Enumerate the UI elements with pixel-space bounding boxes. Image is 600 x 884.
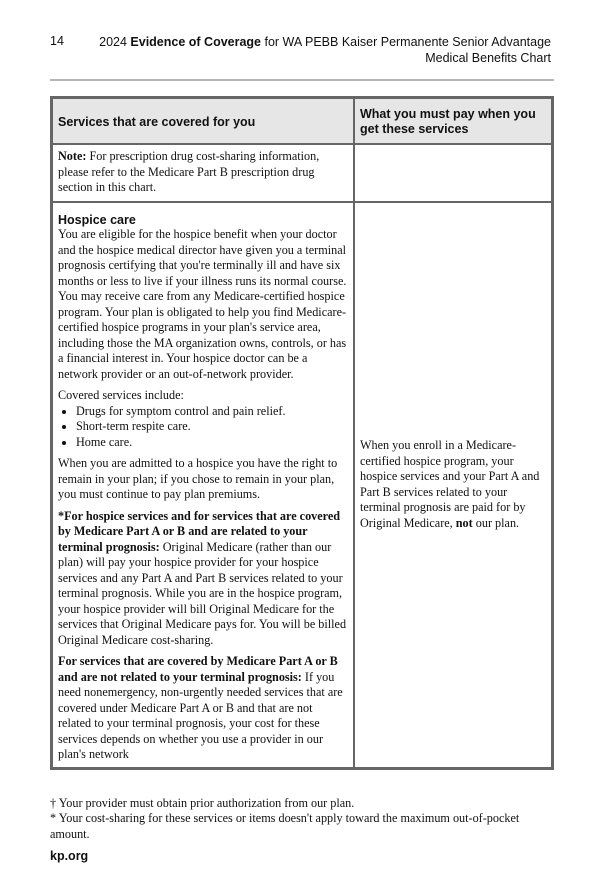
table-header-row — [52, 98, 553, 145]
table-row — [52, 202, 553, 768]
hospice-intro: You are eligible for the hospice benefit when your doctor and the hospice medical director have given you a terminal prognosis certifying that you're terminally ill and have six months or less to live if your illness runs its normal course. You may receive care from any Medicare-certified hospice program. Your plan is obligated to help you find Medicare-certified hospice programs in your plan's service area, including those the MA organization owns, controls, or has a financial interest in. Your hospice doctor can be a network provider or an out-of-network provider. — [58, 227, 347, 381]
hospice-title: Hospice care — [58, 213, 136, 227]
page-number: 14 — [50, 34, 64, 48]
title-suffix: for WA PEBB Kaiser Permanente Senior Advantage — [261, 35, 551, 49]
note-pay-cell — [354, 144, 553, 202]
related-paragraph — [58, 509, 348, 649]
pay-text: When you enroll in a Medicare-certified hospice program, your hospice services and your Part A and Part B services related to your terminal prognosis are paid for by Original Medicare, — [360, 438, 540, 530]
note-text: For prescription drug cost-sharing information, please refer to the Medicare Part B prescription drug section in this chart. — [58, 149, 320, 194]
header-divider — [50, 79, 554, 81]
hospice-pay-cell — [354, 202, 553, 768]
title-bold: Evidence of Coverage — [130, 35, 262, 49]
document-header — [99, 34, 551, 79]
list-item: • Drugs for symptom control and pain relief. — [76, 404, 348, 420]
covered-list — [58, 404, 348, 451]
header-subtitle: Medical Benefits Chart — [425, 51, 551, 65]
column-header-services: Services that are covered for you — [52, 98, 355, 145]
unrelated-bold: For services that are covered by Medicare Part A or B and are not related to your terminal prognosis: — [58, 654, 338, 684]
asterisk-footnote: * Your cost-sharing for these services or items doesn't apply toward the maximum out-of-pocket amount. — [50, 811, 520, 841]
unrelated-text: If you need nonemergency, non-urgently needed services that are covered under Medicare Part A or B and that are not related to your terminal prognosis, your cost for these services depends on whether you use a provider in our plan's network — [58, 669, 343, 761]
footnotes — [50, 796, 554, 843]
pay-bold: not — [455, 515, 473, 530]
site-link[interactable]: kp.org — [50, 849, 89, 863]
page-header — [50, 34, 554, 79]
note-label: Note: — [58, 149, 87, 163]
covered-intro: Covered services include: — [58, 388, 184, 402]
hospice-cell — [52, 202, 355, 768]
unrelated-paragraph — [58, 654, 348, 763]
table-row — [52, 144, 553, 202]
list-item: • Short-term respite care. — [76, 419, 348, 435]
related-text: Original Medicare (rather than our plan) will pay your hospice provider for your hospice services and any Part A and Part B services related to your terminal prognosis. While you are in the hospice program, your hospice provider will bill Original Medicare for the services that Original Medicare pays for. You will be billed Original Medicare cost-sharing. — [58, 539, 347, 647]
admitted-text: When you are admitted to a hospice you have the right to remain in your plan; if you chose to remain in your plan, you must continue to pay plan premiums. — [58, 456, 338, 501]
column-header-payment: What you must pay when you get these services — [354, 98, 553, 145]
pay-end: our plan. — [472, 515, 520, 530]
note-cell — [52, 144, 355, 202]
hospice-pay-text — [360, 438, 546, 531]
title-prefix: 2024 — [99, 35, 131, 49]
related-bold: *For hospice services and for services that are covered by Medicare Part A or B and are related to your terminal prognosis: — [58, 508, 341, 554]
list-item: • Home care. — [76, 435, 348, 451]
dagger-footnote: † Your provider must obtain prior authorization from our plan. — [50, 795, 355, 810]
benefits-table — [50, 96, 554, 770]
